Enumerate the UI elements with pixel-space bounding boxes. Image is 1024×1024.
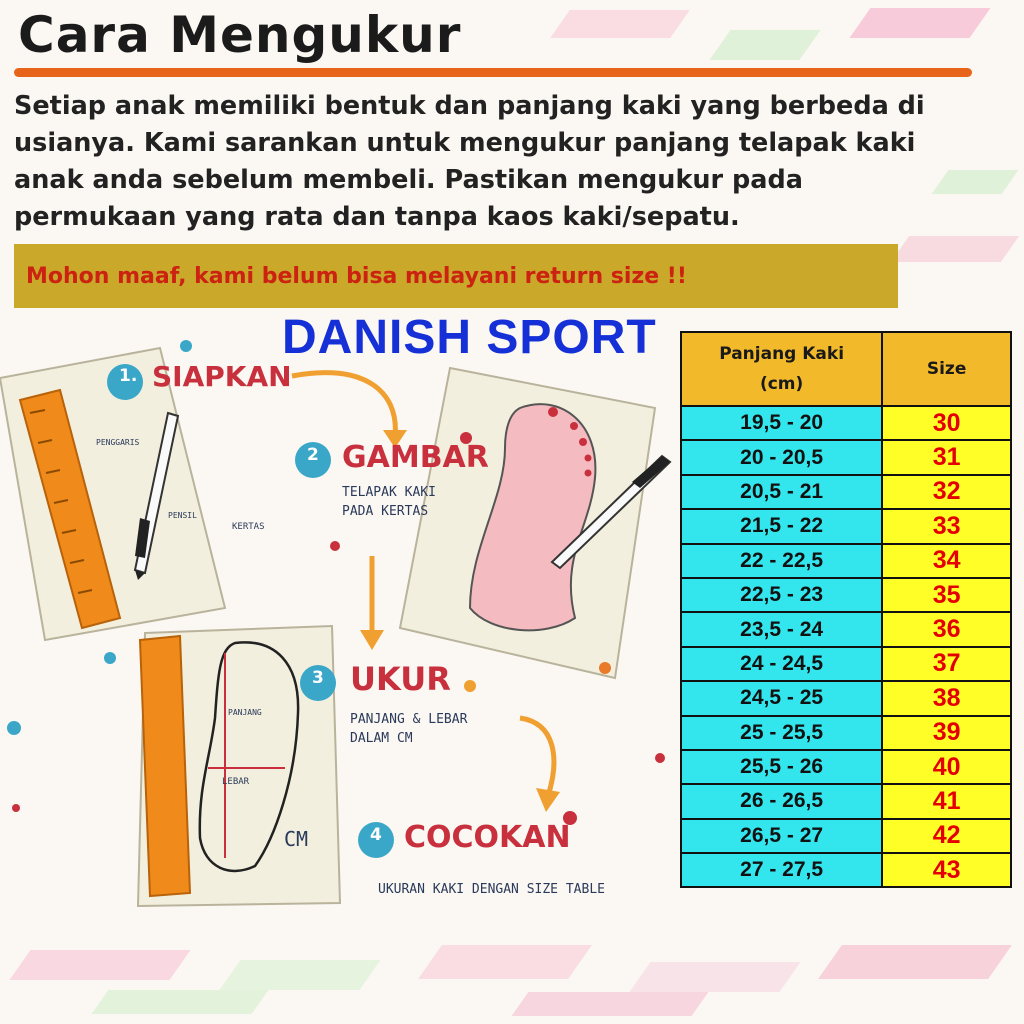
foot-length-cell: 25 - 25,5	[681, 716, 882, 750]
step-2-label: GAMBAR	[342, 440, 489, 475]
step-2-description	[342, 483, 436, 521]
shoe-size-cell: 41	[882, 784, 1011, 818]
intro-line: usianya. Kami sarankan untuk mengukur panjang telapak kaki	[14, 128, 916, 158]
table-row	[681, 544, 1011, 578]
shoe-size-cell: 39	[882, 716, 1011, 750]
step-4-number: 4	[370, 825, 382, 845]
step-4-label: COCOKAN	[404, 820, 571, 855]
shoe-size-cell: 40	[882, 750, 1011, 784]
table-row	[681, 440, 1011, 474]
brand-name: DANISH SPORT	[282, 311, 657, 364]
page-title: Cara Mengukur	[18, 6, 462, 64]
foot-length-cell: 20,5 - 21	[681, 475, 882, 509]
shoe-size-cell: 31	[882, 440, 1011, 474]
step-4-description	[378, 880, 605, 899]
length-column-header	[681, 332, 882, 406]
table-row	[681, 406, 1011, 440]
paper-foot-tracing-image	[400, 368, 670, 678]
foot-length-cell: 20 - 20,5	[681, 440, 882, 474]
table-row	[681, 612, 1011, 646]
shoe-size-cell: 35	[882, 578, 1011, 612]
step-2-desc-line: TELAPAK KAKI	[342, 485, 436, 500]
foot-length-cell: 19,5 - 20	[681, 406, 882, 440]
step-4-desc-line: UKURAN KAKI DENGAN SIZE TABLE	[378, 882, 605, 897]
steps-illustration-svg	[0, 318, 672, 938]
foot-length-cell: 25,5 - 26	[681, 750, 882, 784]
table-row	[681, 784, 1011, 818]
table-row	[681, 578, 1011, 612]
foot-length-cell: 22 - 22,5	[681, 544, 882, 578]
intro-line: Setiap anak memiliki bentuk dan panjang kaki yang berbeda di	[14, 91, 925, 121]
notice-text: Mohon maaf, kami belum bisa melayani return size !!	[26, 263, 687, 289]
paper-label: KERTAS	[232, 522, 265, 532]
step-3-label: UKUR	[350, 660, 451, 698]
table-row	[681, 475, 1011, 509]
table-row	[681, 509, 1011, 543]
table-row	[681, 819, 1011, 853]
table-row	[681, 750, 1011, 784]
intro-line: permukaan yang rata dan tanpa kaos kaki/sepatu.	[14, 202, 740, 232]
size-column-header: Size	[882, 332, 1011, 406]
step-3-number: 3	[312, 668, 324, 688]
intro-line: anak anda sebelum membeli. Pastikan mengukur pada	[14, 165, 803, 195]
shoe-size-cell: 30	[882, 406, 1011, 440]
step-3-desc-line: DALAM CM	[350, 731, 413, 746]
size-table-body	[681, 406, 1011, 887]
unit-label: CM	[284, 827, 309, 851]
step-3-description	[350, 710, 467, 748]
shoe-size-cell: 36	[882, 612, 1011, 646]
shoe-size-cell: 32	[882, 475, 1011, 509]
table-row	[681, 681, 1011, 715]
foot-length-cell: 26,5 - 27	[681, 819, 882, 853]
step-2-number: 2	[307, 445, 319, 465]
foot-length-cell: 26 - 26,5	[681, 784, 882, 818]
shoe-size-cell: 43	[882, 853, 1011, 887]
measuring-illustration	[0, 318, 672, 938]
step-1-number: 1.	[119, 366, 138, 386]
foot-length-cell: 22,5 - 23	[681, 578, 882, 612]
ruler-label: PENGGARIS	[96, 438, 140, 447]
table-row	[681, 716, 1011, 750]
foot-length-cell: 24,5 - 25	[681, 681, 882, 715]
shoe-size-cell: 42	[882, 819, 1011, 853]
shoe-size-cell: 37	[882, 647, 1011, 681]
pencil-label: PENSIL	[168, 511, 197, 520]
step-2-desc-line: PADA KERTAS	[342, 504, 429, 519]
title-underline	[14, 68, 972, 77]
length-label: PANJANG	[228, 708, 262, 717]
table-row	[681, 647, 1011, 681]
intro-paragraph	[14, 88, 994, 236]
width-label: LEBAR	[222, 777, 250, 787]
size-table	[680, 331, 1012, 888]
shoe-size-cell: 34	[882, 544, 1011, 578]
notice-banner	[14, 244, 898, 308]
foot-length-cell: 21,5 - 22	[681, 509, 882, 543]
foot-length-cell: 27 - 27,5	[681, 853, 882, 887]
shoe-size-cell: 33	[882, 509, 1011, 543]
step-3-desc-line: PANJANG & LEBAR	[350, 712, 468, 727]
length-header-unit: (cm)	[759, 374, 804, 394]
length-header-line: Panjang Kaki	[719, 344, 845, 364]
foot-length-cell: 24 - 24,5	[681, 647, 882, 681]
step-1-label: SIAPKAN	[152, 360, 292, 393]
size-table-header-row	[681, 332, 1011, 406]
table-row	[681, 853, 1011, 887]
shoe-size-cell: 38	[882, 681, 1011, 715]
foot-length-cell: 23,5 - 24	[681, 612, 882, 646]
